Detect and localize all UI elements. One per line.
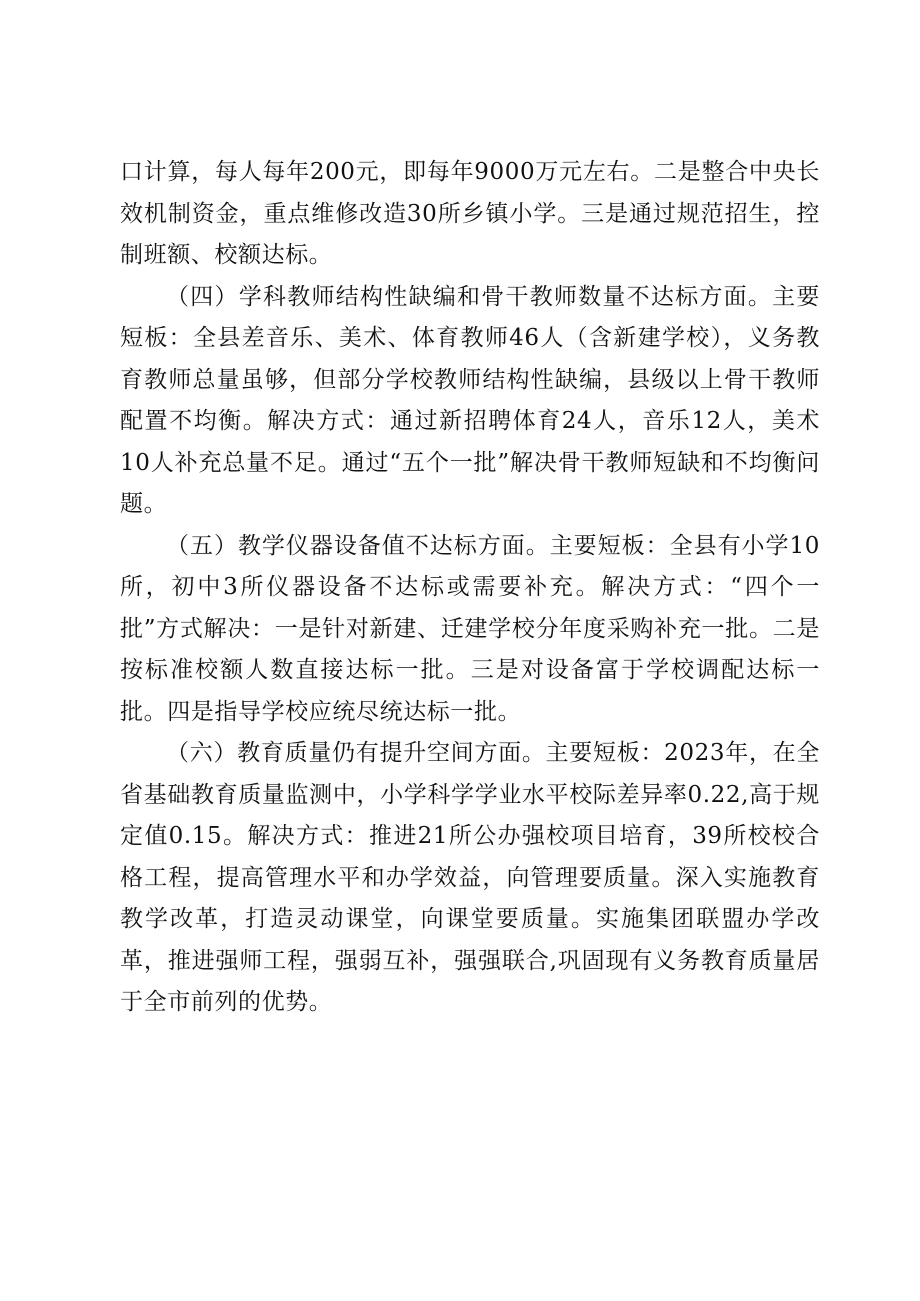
paragraph-section-6: （六）教育质量仍有提升空间方面。主要短板：2023年，在全省基础教育质量监测中，小学科学学业水平校际差异率0.22,高于规定值0.15。解决方式：推进21所公办强校项目培育，39所校校合格工程，提高管理水平和办学效益，向管理要质量。深入实施教育教学改革，打造灵动课堂，向课堂要质量。实施集团联盟办学改革，推进强师工程，强弱互补，强强联合,巩固现有义务教育质量居于全市前列的优势。 — [120, 740, 820, 1015]
paragraph-section-4: （四）学科教师结构性缺编和骨干教师数量不达标方面。主要短板：全县差音乐、美术、体育教师46人（含新建学校），义务教育教师总量虽够，但部分学校教师结构性缺编，县级以上骨干教师配置不均衡。解决方式：通过新招聘体育24人，音乐12人，美术10人补充总量不足。通过“五个一批”解决骨干教师短缺和不均衡问题。 — [120, 283, 820, 517]
paragraph-section-5: （五）教学仪器设备值不达标方面。主要短板：全县有小学10所，初中3所仪器设备不达标或需要补充。解决方式：“四个一批”方式解决：一是针对新建、迁建学校分年度采购补充一批。二是按标准校额人数直接达标一批。三是对设备富于学校调配达标一批。四是指导学校应统尽统达标一批。 — [120, 532, 820, 725]
document-body — [120, 152, 820, 1024]
paragraph-continuation: 口计算，每人每年200元，即每年9000万元左右。二是整合中央长效机制资金，重点维修改造30所乡镇小学。三是通过规范招生，控制班额、校额达标。 — [120, 159, 820, 268]
